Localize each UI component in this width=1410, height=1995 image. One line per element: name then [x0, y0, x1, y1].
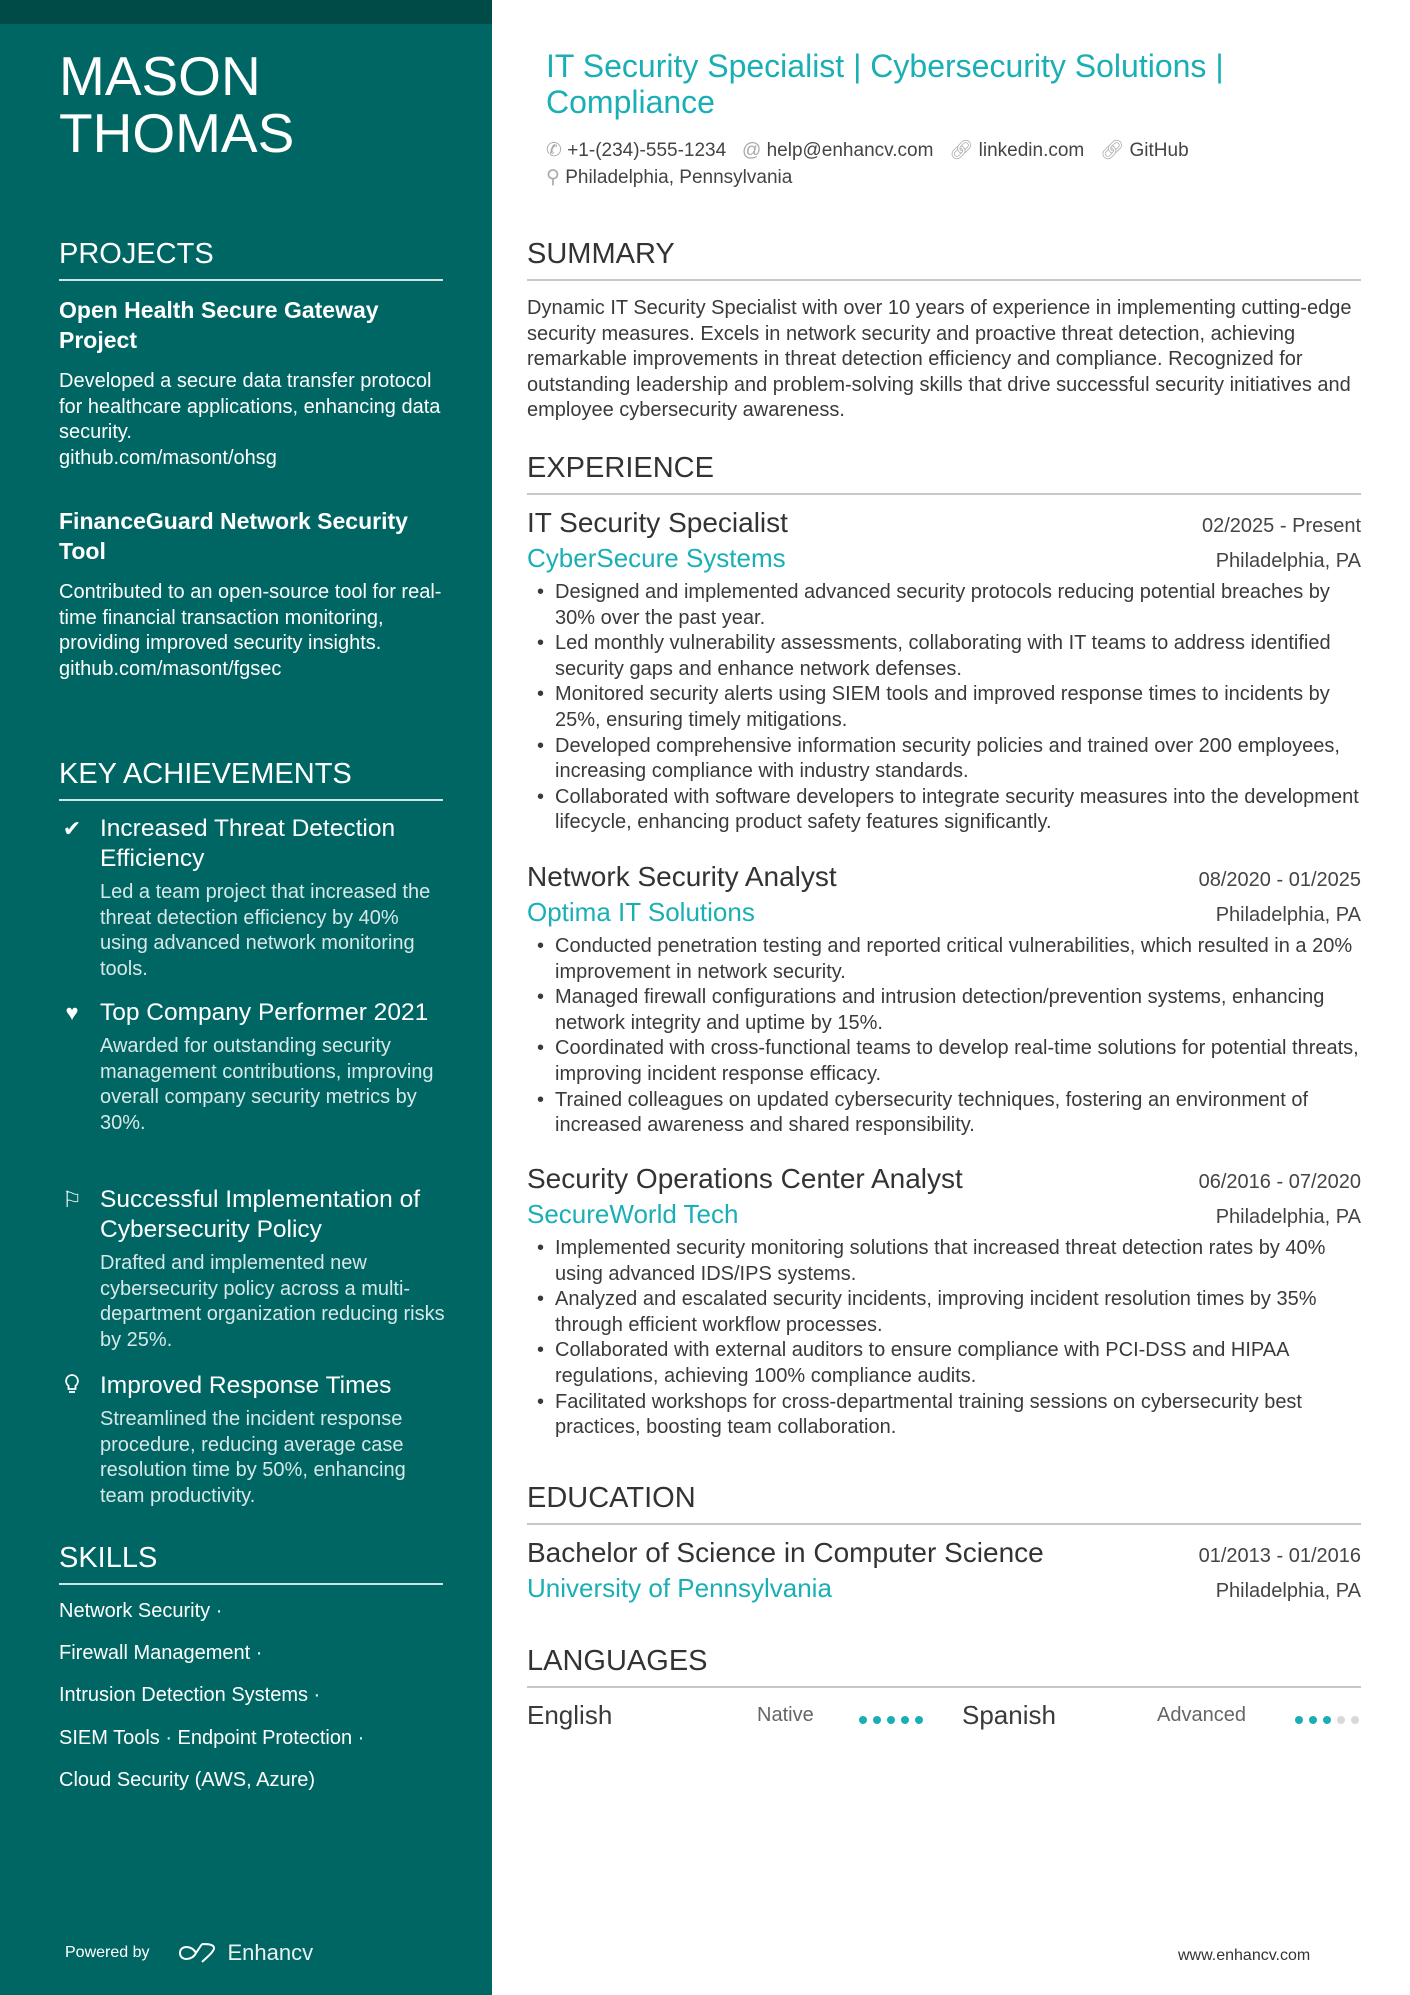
first-name: MASON — [59, 45, 261, 107]
school: University of Pennsylvania — [527, 1573, 832, 1603]
job-entry — [527, 861, 1361, 1139]
languages-heading: LANGUAGES — [527, 1645, 1361, 1688]
bullet-item: • Trained colleagues on updated cybersecurity techniques, fostering an environment of increased awareness and shared responsibility. — [527, 1088, 1361, 1139]
language-name: English — [527, 1700, 613, 1730]
project-link[interactable]: github.com/masont/ohsg — [59, 446, 277, 469]
education-heading: EDUCATION — [527, 1482, 1361, 1525]
company-name: CyberSecure Systems — [527, 543, 786, 573]
flag-icon: ⚐ — [62, 1187, 82, 1212]
location-icon: ⚲ — [546, 167, 560, 188]
github[interactable]: GitHub — [1129, 140, 1189, 161]
contact-info — [546, 137, 1346, 191]
project-link[interactable]: github.com/masont/fgsec — [59, 657, 282, 680]
achievement-title: Increased Threat Detection Efficiency — [100, 815, 396, 872]
bullet-item: • Collaborated with external auditors to ensure compliance with PCI-DSS and HIPAA regulations, achieving 100% compliance audits. — [527, 1338, 1361, 1389]
company-name: SecureWorld Tech — [527, 1199, 739, 1229]
email[interactable]: help@enhancv.com — [766, 140, 934, 161]
sidebar — [0, 0, 492, 1995]
language-name: Spanish — [962, 1700, 1056, 1730]
project-title: FinanceGuard Network Security Tool — [59, 508, 408, 564]
job-entry — [527, 507, 1361, 836]
candidate-name — [59, 45, 295, 164]
bullet-item: • Conducted penetration testing and reported critical vulnerabilities, which resulted in a 20% improvement in network security. — [527, 934, 1361, 985]
language-level: Native — [757, 1704, 814, 1726]
footer-url[interactable]: www.enhancv.com — [1178, 1947, 1311, 1964]
language-level: Advanced — [1157, 1704, 1246, 1726]
degree: Bachelor of Science in Computer Science — [527, 1537, 1044, 1568]
bullet-item: • Collaborated with software developers to integrate security measures into the development lifecycle, enhancing product safety features significantly. — [527, 785, 1361, 836]
project-desc: Contributed to an open-source tool for real-time financial transaction monitoring, providing improved security insights. — [59, 581, 442, 655]
achievement-3 — [59, 1185, 449, 1353]
dot-filled — [873, 1716, 881, 1724]
job-location: Philadelphia, PA — [1215, 904, 1361, 926]
bullet-item: • Coordinated with cross-functional teams to develop real-time solutions for potential threats, improving incident response efficacy. — [527, 1036, 1361, 1087]
bullet-item: • Analyzed and escalated security incidents, improving incident resolution times by 35% through efficient workflow processes. — [527, 1287, 1361, 1338]
powered-by-label: Powered by — [65, 1944, 150, 1961]
bullet-item: • Implemented security monitoring solutions that increased threat detection rates by 40% using advanced IDS/IPS systems. — [527, 1236, 1361, 1287]
achievement-title: Top Company Performer 2021 — [100, 999, 429, 1026]
skill-line: Network Security · — [59, 1600, 223, 1622]
skill-line: Intrusion Detection Systems · — [59, 1684, 321, 1706]
achievement-title: Successful Implementation of Cybersecurity Policy — [100, 1186, 421, 1243]
top-band — [0, 0, 492, 24]
project-desc: Developed a secure data transfer protocol for healthcare applications, enhancing data security. — [59, 370, 441, 444]
projects-heading: PROJECTS — [59, 238, 443, 281]
job-bullets — [527, 580, 1361, 836]
skills-heading: SKILLS — [59, 1542, 443, 1585]
skill-line: SIEM Tools · Endpoint Protection · — [59, 1727, 365, 1749]
job-dates: 08/2020 - 01/2025 — [1198, 869, 1361, 891]
achievement-1 — [59, 814, 449, 982]
experience-heading: EXPERIENCE — [527, 452, 1361, 495]
skill-line: Cloud Security (AWS, Azure) — [59, 1769, 316, 1791]
languages-list — [527, 1700, 1361, 1731]
phone-icon: ✆ — [546, 140, 562, 161]
bullet-item: • Led monthly vulnerability assessments, collaborating with IT teams to address identified security gaps and enhance network defenses. — [527, 631, 1361, 682]
dot-empty — [1351, 1716, 1359, 1724]
education-entry — [527, 1537, 1361, 1604]
bullet-item: • Designed and implemented advanced security protocols reducing potential breaches by 30% over the past year. — [527, 580, 1361, 631]
heart-icon: ♥ — [65, 1000, 79, 1025]
project-2 — [59, 506, 449, 682]
education-dates: 01/2013 - 01/2016 — [1198, 1545, 1361, 1567]
dot-filled — [859, 1716, 867, 1724]
bullet-item: • Managed firewall configurations and intrusion detection/prevention systems, enhancing network integrity and uptime by 15%. — [527, 985, 1361, 1036]
company-name: Optima IT Solutions — [527, 897, 755, 927]
dot-filled — [915, 1716, 923, 1724]
achievement-desc: Led a team project that increased the threat detection efficiency by 40% using advanced network monitoring tools. — [100, 881, 431, 980]
dot-filled — [901, 1716, 909, 1724]
achievement-4 — [59, 1371, 449, 1509]
job-location: Philadelphia, PA — [1215, 1206, 1361, 1228]
enhancv-logo-icon — [176, 1941, 220, 1965]
linkedin[interactable]: linkedin.com — [978, 140, 1085, 161]
enhancv-logo[interactable] — [176, 1940, 314, 1966]
bullet-item: • Developed comprehensive information security policies and trained over 200 employees, increasing compliance with industry standards. — [527, 734, 1361, 785]
phone[interactable]: +1-(234)-555-1234 — [567, 140, 727, 161]
achievement-title: Improved Response Times — [100, 1372, 392, 1399]
project-title: Open Health Secure Gateway Project — [59, 297, 379, 353]
achievement-desc: Drafted and implemented new cybersecurity policy across a multi-department organization reducing risks by 25%. — [100, 1252, 445, 1351]
brand-name: Enhancv — [227, 1940, 314, 1965]
email-icon: @ — [742, 140, 762, 161]
dot-filled — [1309, 1716, 1317, 1724]
language-proficiency-dots — [1289, 1700, 1359, 1731]
dot-empty — [1337, 1716, 1345, 1724]
check-icon: ✔ — [62, 816, 82, 841]
headline: IT Security Specialist | Cybersecurity Solutions | Compliance — [546, 48, 1224, 120]
link-icon: 🔗︎ — [1100, 140, 1125, 161]
language-proficiency-dots — [853, 1700, 962, 1731]
job-bullets — [527, 1236, 1361, 1441]
achievement-desc: Awarded for outstanding security management contributions, improving overall company security metrics by 30%. — [100, 1035, 434, 1134]
project-1 — [59, 295, 449, 471]
location: Philadelphia, Pennsylvania — [565, 167, 793, 188]
achievement-desc: Streamlined the incident response procedure, reducing average case resolution time by 50%, enhancing team productivity. — [100, 1408, 406, 1507]
achievement-2 — [59, 998, 449, 1136]
job-bullets — [527, 934, 1361, 1139]
dot-filled — [887, 1716, 895, 1724]
bullet-item: • Monitored security alerts using SIEM tools and improved response times to incidents by 25%, ensuring timely mitigations. — [527, 682, 1361, 733]
lightbulb-icon — [59, 1373, 85, 1401]
bullet-item: • Facilitated workshops for cross-departmental training sessions on cybersecurity best practices, boosting team collaboration. — [527, 1390, 1361, 1441]
job-entry — [527, 1163, 1361, 1441]
summary-heading: SUMMARY — [527, 238, 1361, 281]
job-location: Philadelphia, PA — [1215, 550, 1361, 572]
summary-text: Dynamic IT Security Specialist with over 10 years of experience in implementing cutting-edge security measures. Excels in network security and proactive threat detection, achieving remarkable improvements in threat detection efficiency and compliance. Recognized for outstanding leadership and problem-solving skills that drive successful security initiatives and employee cybersecurity awareness. — [527, 297, 1352, 422]
job-dates: 06/2016 - 07/2020 — [1198, 1171, 1361, 1193]
job-dates: 02/2025 - Present — [1202, 515, 1361, 537]
skill-line: Firewall Management · — [59, 1642, 263, 1664]
last-name: THOMAS — [59, 102, 295, 164]
achievements-heading: KEY ACHIEVEMENTS — [59, 758, 443, 801]
job-title: IT Security Specialist — [527, 507, 788, 538]
dot-filled — [1295, 1716, 1303, 1724]
education-location: Philadelphia, PA — [1215, 1580, 1361, 1602]
dot-filled — [1323, 1716, 1331, 1724]
link-icon: 🔗︎ — [949, 140, 974, 161]
job-title: Security Operations Center Analyst — [527, 1163, 963, 1194]
powered-by — [65, 1940, 313, 1966]
job-title: Network Security Analyst — [527, 861, 837, 892]
